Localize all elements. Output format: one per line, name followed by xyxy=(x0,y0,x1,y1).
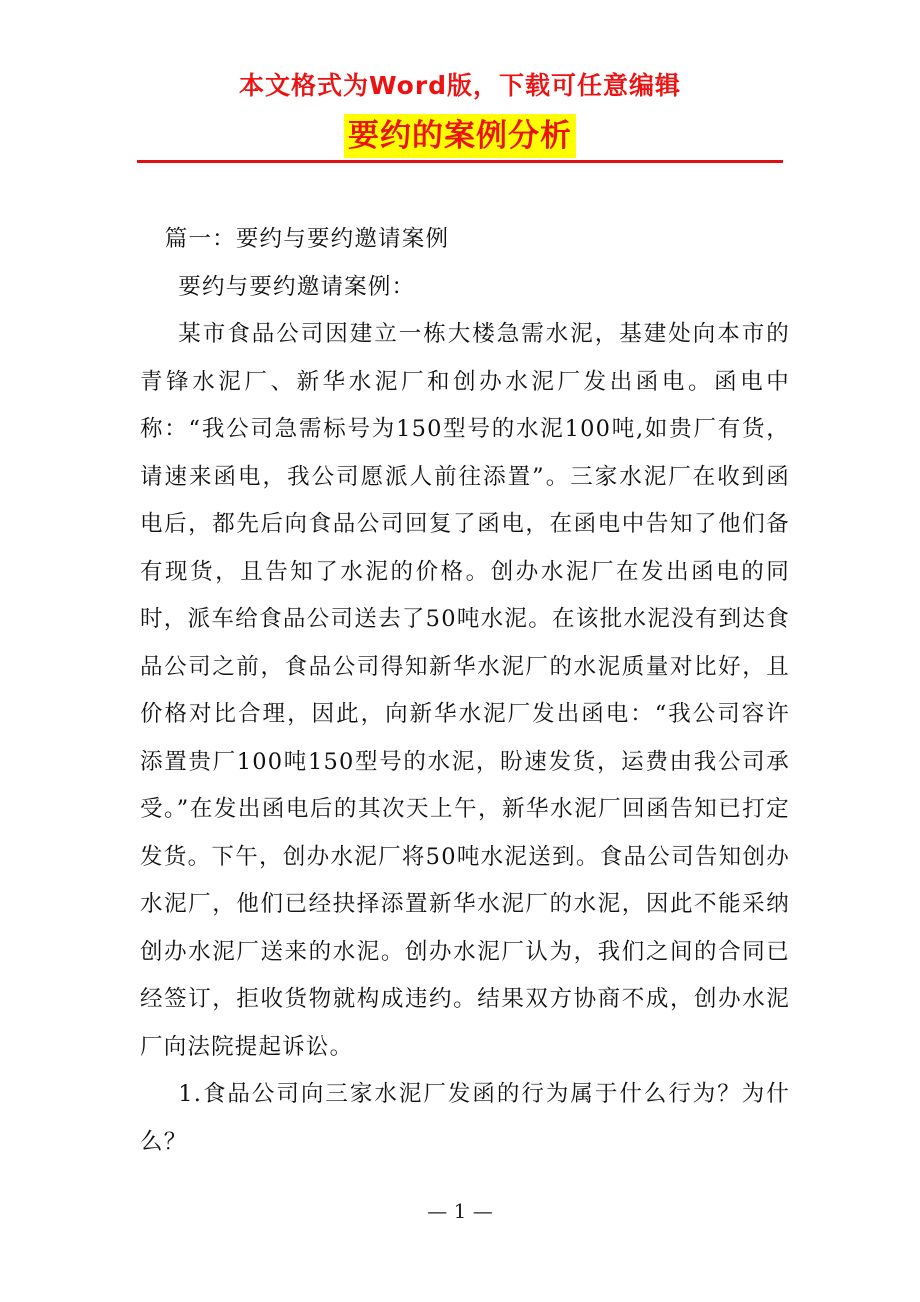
document-title: 要约的案例分析 xyxy=(344,114,576,158)
document-banner: 本文格式为Word版，下载可任意编辑 xyxy=(238,71,682,100)
title-container xyxy=(0,114,920,158)
page-number: — 1 — xyxy=(427,1199,493,1223)
case-paragraph: 某市食品公司因建立一栋大楼急需水泥，基建处向本市的青锋水泥厂、新华水泥厂和创办水泥厂发出函电。函电中称：“我公司急需标号为150型号的水泥100吨,如贵厂有货，请速来函电，我公司愿派人前往添置”。三家水泥厂在收到函电后，都先后向食品公司回复了函电，在函电中告知了他们备有现货，且告知了水泥的价格。创办水泥厂在发出函电的同时，派车给食品公司送去了50吨水泥。在该批水泥没有到达食品公司之前，食品公司得知新华水泥厂的水泥质量对比好，且价格对比合理，因此，向新华水泥厂发出函电：“我公司容许添置贵厂100吨150型号的水泥，盼速发货，运费由我公司承受。”在发出函电后的其次天上午，新华水泥厂回函告知已打定发货。下午，创办水泥厂将50吨水泥送到。食品公司告知创办水泥厂，他们已经抉择添置新华水泥厂的水泥，因此不能采纳创办水泥厂送来的水泥。创办水泥厂认为，我们之间的合同已经签订，拒收货物就构成违约。结果双方协商不成，创办水泥厂向法院提起诉讼。 xyxy=(140,321,790,1060)
document-body xyxy=(140,216,790,1166)
section-heading: 篇一：要约与要约邀请案例 xyxy=(164,226,450,252)
title-divider xyxy=(137,160,783,163)
question-paragraph: 1.食品公司向三家水泥厂发函的行为属于什么行为？为什么？ xyxy=(140,1081,790,1155)
case-label: 要约与要约邀请案例： xyxy=(178,273,416,300)
